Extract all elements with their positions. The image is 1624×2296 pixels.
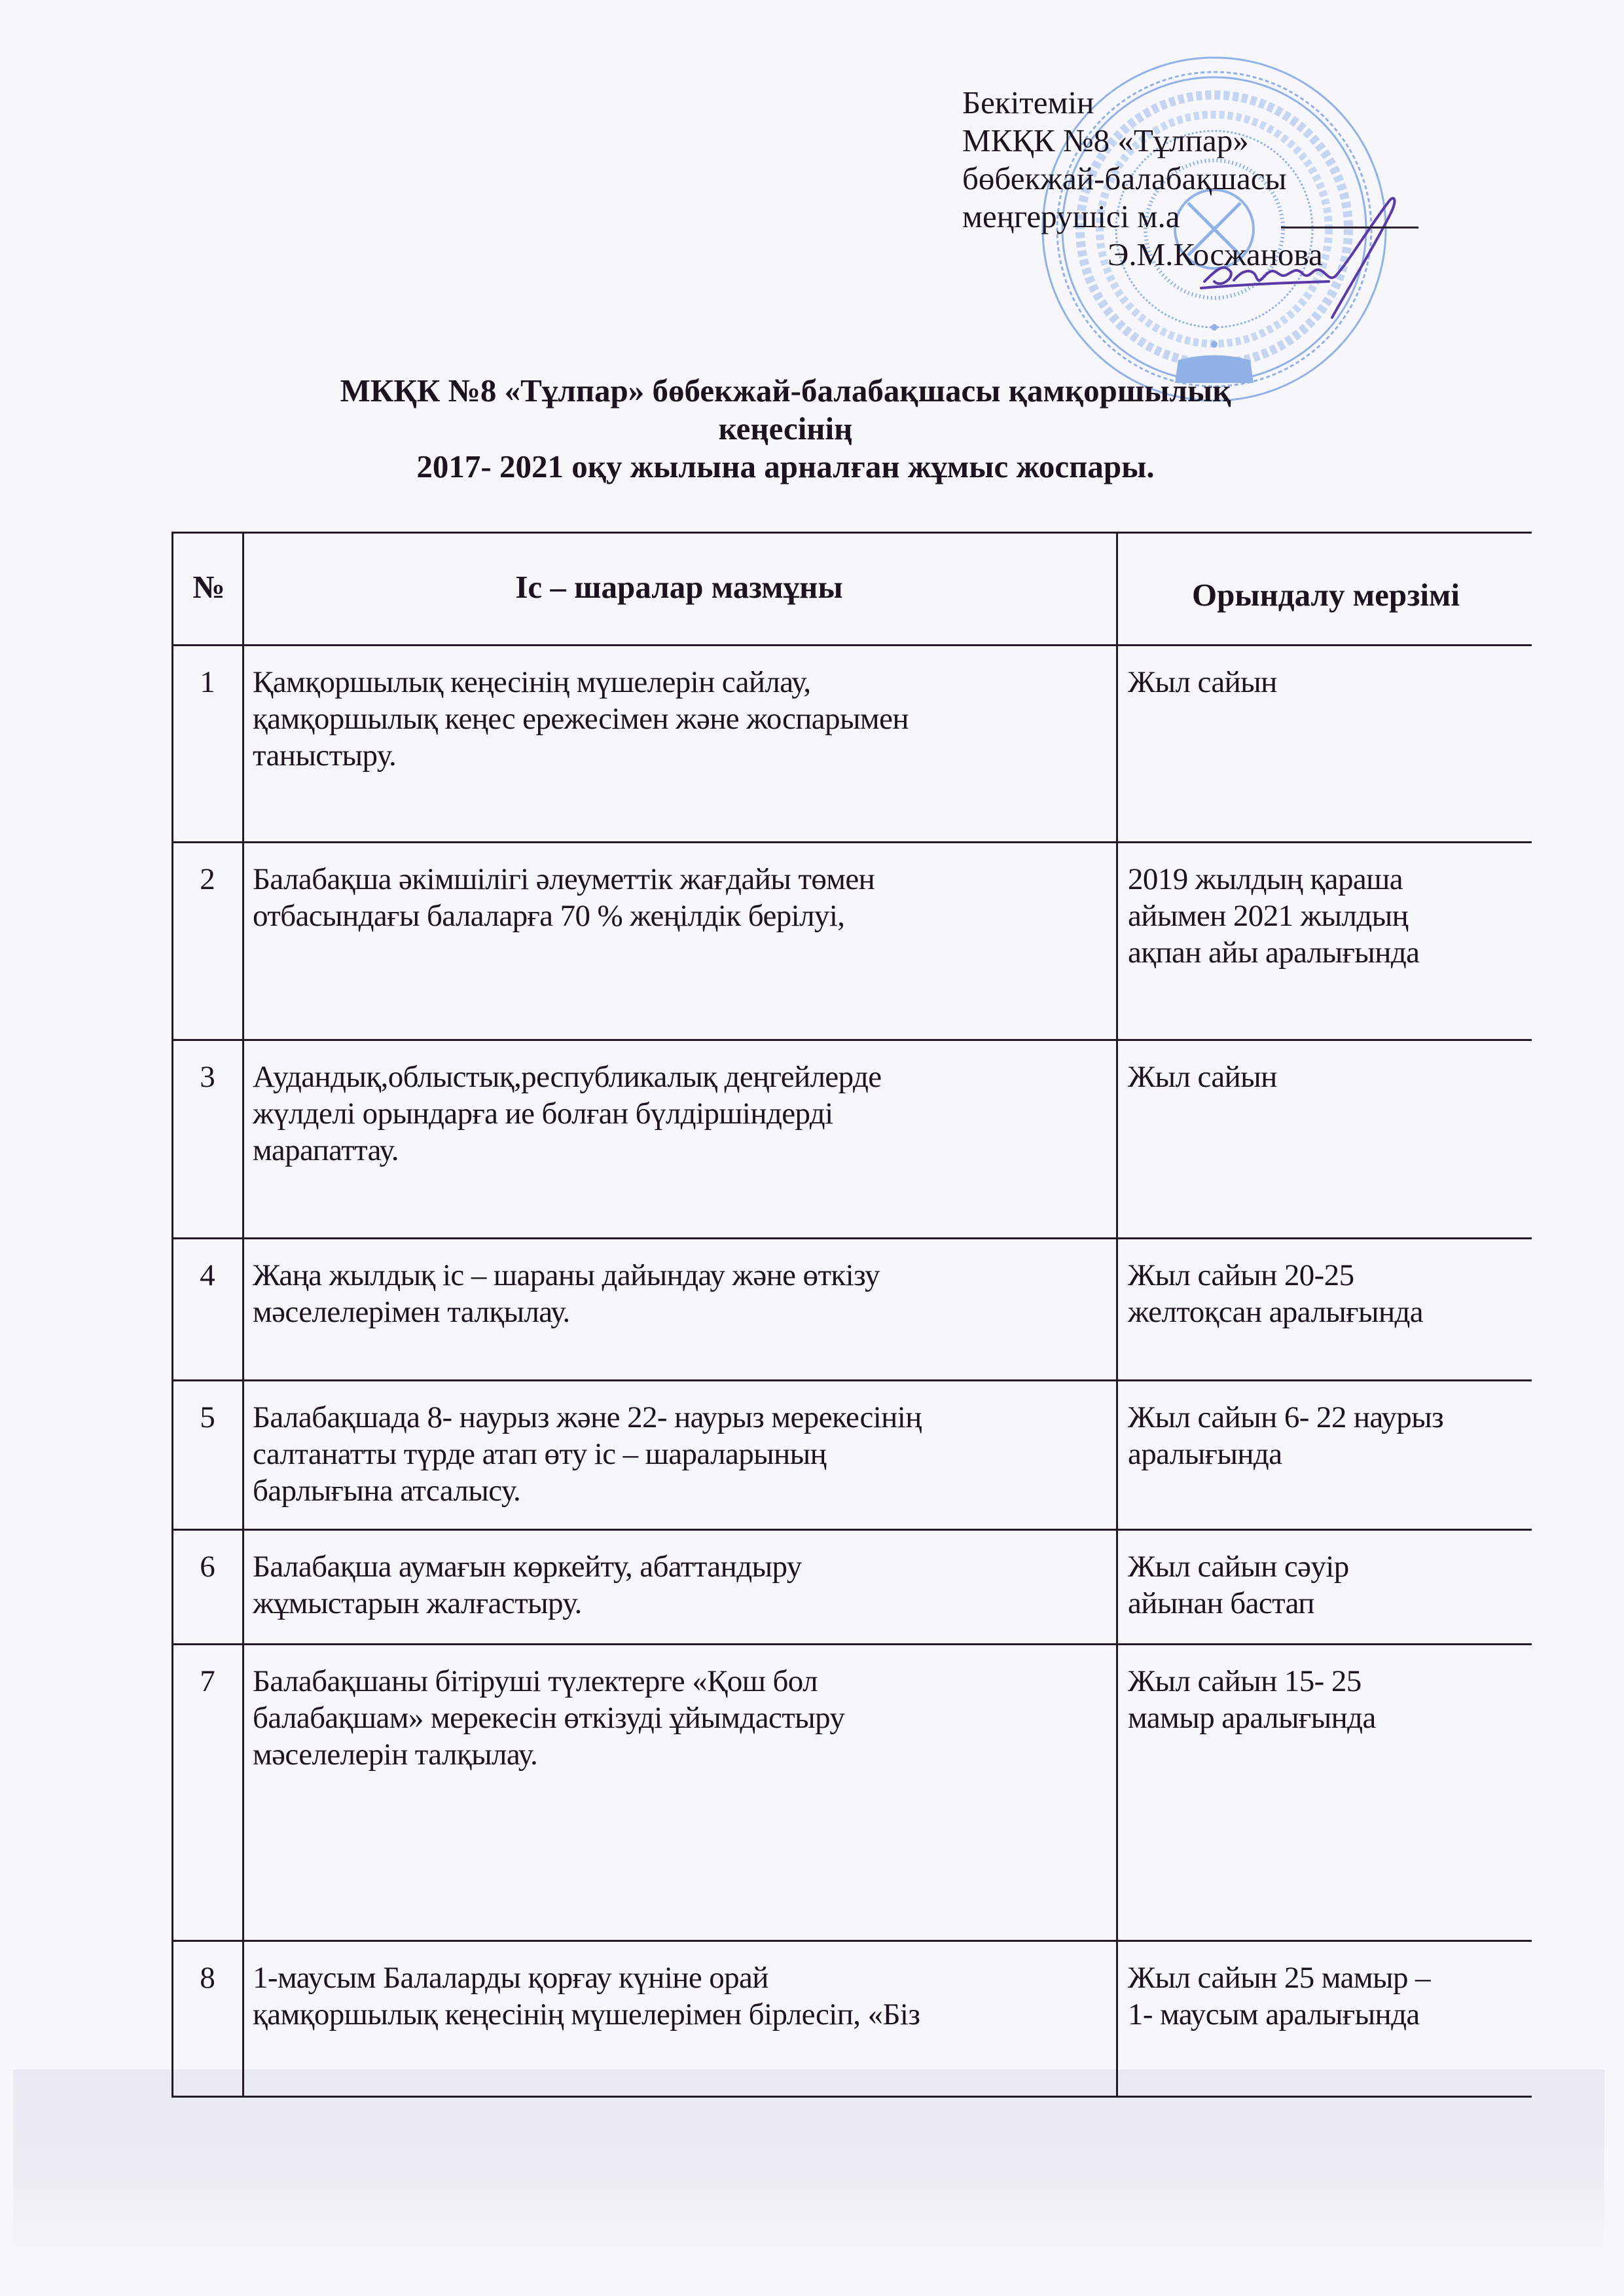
row-number: 2 xyxy=(200,862,215,896)
row-divider xyxy=(171,1379,1532,1381)
activity-content xyxy=(253,1548,1106,1622)
activity-content xyxy=(253,1059,1106,1169)
activity-content-line: балабақшам» мерекесін өткізуді ұйымдастыру xyxy=(253,1701,845,1735)
title-line-1: МКҚК №8 «Тұлпар» бөбекжай-балабақшасы қамқоршылық xyxy=(340,373,1231,409)
row-divider xyxy=(171,1643,1532,1645)
row-number: 4 xyxy=(200,1258,215,1292)
activity-content-line: Балабақшада 8- наурыз және 22- наурыз мерекесінің xyxy=(253,1400,922,1434)
row-number: 3 xyxy=(200,1060,215,1094)
activity-content-line: таныстыру. xyxy=(253,738,397,773)
header-number: № xyxy=(192,569,225,605)
activity-content-line: Балабақшаны бітіруші түлектерге «Қош бол xyxy=(253,1664,818,1698)
deadline-line: 1- маусым аралығында xyxy=(1128,1997,1420,2032)
deadline-line: аралығында xyxy=(1128,1437,1282,1471)
table-top-border xyxy=(171,532,1532,534)
row-number: 8 xyxy=(200,1961,215,1995)
deadline-line: айынан бастап xyxy=(1128,1586,1314,1620)
deadline xyxy=(1128,1059,1526,1095)
activity-content xyxy=(253,861,1106,934)
row-divider xyxy=(171,1039,1532,1041)
deadline-line: Жыл сайын 25 мамыр – xyxy=(1128,1961,1430,1995)
row-number: 7 xyxy=(200,1664,215,1698)
deadline-line: мамыр аралығында xyxy=(1128,1701,1376,1735)
activity-content-line: Балабақша аумағын көркейту, абаттандыру xyxy=(253,1550,802,1584)
approval-organization: МКҚК №8 «Тұлпар» xyxy=(962,122,1249,158)
approval-position: меңгерушісі м.а xyxy=(962,198,1180,234)
activity-content-line: мәселелерін талқылау. xyxy=(253,1738,538,1772)
activity-content-line: Аудандық,облыстық,республикалық деңгейлерде xyxy=(253,1060,882,1094)
activity-content-line: Жаңа жылдық іс – шараны дайындау және өткізу xyxy=(253,1258,880,1292)
title-line-3: 2017- 2021 оқу жылына арналған жұмыс жоспары. xyxy=(416,448,1155,484)
deadline xyxy=(1128,1959,1526,2033)
activity-content-line: Қамқоршылық кеңесінің мүшелерін сайлау, xyxy=(253,665,811,699)
row-divider xyxy=(171,841,1532,843)
deadline-line: Жыл сайын 15- 25 xyxy=(1128,1664,1362,1698)
activity-content-line: жұмыстарын жалғастыру. xyxy=(253,1586,582,1620)
activity-content-line: марапаттау. xyxy=(253,1133,399,1167)
table-bottom-border xyxy=(171,2096,1532,2098)
deadline-line: айымен 2021 жылдың xyxy=(1128,899,1409,933)
approval-heading: Бекітемін xyxy=(962,84,1094,120)
deadline-line: Жыл сайын xyxy=(1128,665,1277,699)
row-divider xyxy=(171,1237,1532,1239)
approval-institution-type: бөбекжай-балабақшасы xyxy=(962,160,1287,196)
deadline xyxy=(1128,1663,1526,1736)
deadline-line: Жыл сайын 6- 22 наурыз xyxy=(1128,1400,1444,1434)
deadline-line: Жыл сайын 20-25 xyxy=(1128,1258,1354,1292)
activity-content-line: қамқоршылық кеңесінің мүшелерімен бірлесіп, «Біз xyxy=(253,1997,920,2032)
approval-signatory-name: Э.М.Косжанова xyxy=(1108,236,1323,272)
column-divider-deadline xyxy=(1116,532,1118,2098)
row-number: 6 xyxy=(200,1550,215,1584)
row-divider xyxy=(171,1529,1532,1531)
deadline xyxy=(1128,1399,1526,1472)
deadline-line: 2019 жылдың қараша xyxy=(1128,862,1403,896)
row-divider xyxy=(171,644,1532,646)
activity-content xyxy=(253,664,1106,774)
deadline xyxy=(1128,1548,1526,1622)
deadline xyxy=(1128,664,1526,701)
deadline-line: Жыл сайын сәуір xyxy=(1128,1550,1349,1584)
activity-content xyxy=(253,1663,1106,1773)
row-number: 5 xyxy=(200,1400,215,1434)
activity-content-line: 1-маусым Балаларды қорғау күніне орай xyxy=(253,1961,768,1995)
row-number: 1 xyxy=(200,665,215,699)
activity-content-line: отбасындағы балаларға 70 % жеңілдік берілуі, xyxy=(253,899,845,933)
activity-content-line: қамқоршылық кеңес ережесімен және жоспарымен xyxy=(253,702,909,736)
activity-content-line: Балабақша әкімшілігі әлеуметтік жағдайы төмен xyxy=(253,862,875,896)
activity-content xyxy=(253,1257,1106,1330)
header-content: Іс – шаралар мазмұны xyxy=(515,569,843,605)
deadline xyxy=(1128,1257,1526,1330)
activity-content-line: салтанатты түрде атап өту іс – шараларының xyxy=(253,1437,827,1471)
deadline-line: желтоқсан аралығында xyxy=(1128,1295,1424,1329)
deadline xyxy=(1128,861,1526,971)
activity-content-line: жүлделі орындарға ие болған бүлдіршіндерді xyxy=(253,1097,833,1131)
deadline-line: ақпан айы аралығында xyxy=(1128,936,1420,970)
column-divider-number xyxy=(242,532,244,2098)
title-line-2: кеңесінің xyxy=(718,410,853,446)
deadline-line: Жыл сайын xyxy=(1128,1060,1277,1094)
activity-content-line: мәселелерімен талқылау. xyxy=(253,1295,570,1329)
header-deadline: Орындалу мерзімі xyxy=(1191,577,1460,613)
activity-content xyxy=(253,1959,1106,2033)
row-divider xyxy=(171,1940,1532,1942)
table-left-border xyxy=(171,532,173,2098)
activity-content xyxy=(253,1399,1106,1509)
activity-content-line: барлығына атсалысу. xyxy=(253,1474,521,1508)
